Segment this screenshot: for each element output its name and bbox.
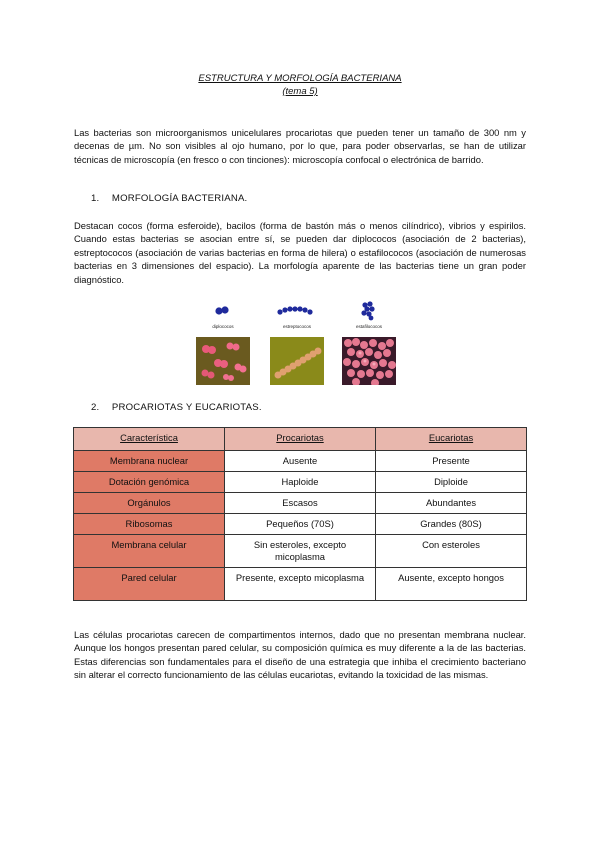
staphylococcus-icon: [342, 300, 396, 322]
diplococcus-icon: [196, 300, 250, 322]
document-subtitle: (tema 5): [282, 86, 318, 97]
row-eucariotas-value: Ausente, excepto hongos: [376, 568, 527, 601]
row-procariotas-value: Ausente: [225, 451, 376, 472]
table-row: [74, 493, 527, 514]
estreptococos-photo-icon: [270, 337, 324, 385]
table-row: [74, 514, 527, 535]
row-procariotas-value: Sin esteroles, excepto micoplasma: [225, 535, 376, 568]
figure-diplococos: [196, 300, 250, 385]
estafilococos-micrograph: [342, 337, 396, 385]
figure-label-diplococos: diplococos: [212, 324, 234, 329]
row-eucariotas-value: Con esteroles: [376, 535, 527, 568]
section-1-title: MORFOLOGÍA BACTERIANA.: [111, 193, 248, 204]
streptococcus-illustration: [270, 300, 324, 322]
row-eucariotas-value: Abundantes: [376, 493, 527, 514]
figure-estafilococos: [342, 300, 396, 385]
diplococcus-illustration: [196, 300, 250, 322]
figure-label-estafilococos: estafilococos: [355, 324, 382, 329]
row-procariotas-value: Escasos: [225, 493, 376, 514]
row-procariotas-value: Pequeños (70S): [225, 514, 376, 535]
section-1-paragraph: Destacan cocos (forma esferoide), bacilos (forma de bastón más o menos cilíndrico), vibrios y espirilos. Cuando estas bacterias se asocian entre sí, se pueden dar diplococos (asociación de 2 bacterias), estreptococos (asociación de varias bacterias en forma de hilera) o estafilococos (asociación de numerosas bacterias en 3 dimensiones del espacio). La morfología aparente de las bacterias tiene un gran poder diagnóstico.: [74, 220, 526, 285]
staphylococcus-illustration: [342, 300, 396, 322]
intro-paragraph: Las bacterias son microorganismos unicelulares procariotas que pueden tener un tamaño de 300 nm y decenas de µm. No son visibles al ojo humano, por lo que, para poder observarlas, se han de utilizar técnicas de microscopía (en fresco o con tinciones): microscopía confocal o electrónica de barrido.: [74, 127, 526, 165]
row-feature: Dotación genómica: [74, 472, 225, 493]
table-row: [74, 535, 527, 568]
estreptococos-micrograph: [270, 337, 324, 385]
section-2-number: 2.: [91, 402, 100, 413]
row-procariotas-value: Presente, excepto micoplasma: [225, 568, 376, 601]
header-eucariotas: Eucariotas: [376, 428, 527, 451]
title-block: [0, 72, 600, 98]
diplococos-photo-icon: [196, 337, 250, 385]
figure-label-estreptococos: estreptococos: [282, 324, 311, 329]
document-title: ESTRUCTURA Y MORFOLOGÍA BACTERIANA: [198, 73, 402, 84]
row-feature: Pared celular: [74, 568, 225, 601]
closing-paragraph: Las células procariotas carecen de compartimentos internos, dado que no presentan membrana nuclear. Aunque los hongos presentan pared celular, su composición química es muy diferente a la de las bacterias. Estas diferencias son fundamentales para el diseño de una estrategia que inhiba el crecimiento bacteriano sin alterar el correcto funcionamiento de las células eucariotas, evitando la toxicidad de las mismas.: [74, 629, 526, 681]
row-feature: Membrana nuclear: [74, 451, 225, 472]
table-row: [74, 568, 527, 601]
diplococos-micrograph: [196, 337, 250, 385]
streptococcus-icon: [270, 300, 324, 322]
row-eucariotas-value: Presente: [376, 451, 527, 472]
row-procariotas-value: Haploide: [225, 472, 376, 493]
row-eucariotas-value: Grandes (80S): [376, 514, 527, 535]
table-row: [74, 472, 527, 493]
row-feature: Ribosomas: [74, 514, 225, 535]
table-row: [74, 451, 527, 472]
section-2-heading: [91, 402, 262, 413]
header-procariotas: Procariotas: [225, 428, 376, 451]
comparison-table: [73, 427, 527, 601]
row-eucariotas-value: Diploide: [376, 472, 527, 493]
estafilococos-photo-icon: [342, 337, 396, 385]
table-header-row: [74, 428, 527, 451]
header-caracteristica: Característica: [74, 428, 225, 451]
section-1-number: 1.: [91, 193, 100, 204]
section-1-heading: [91, 193, 247, 204]
row-feature: Orgánulos: [74, 493, 225, 514]
figure-estreptococos: [270, 300, 324, 385]
morphology-figure: [196, 300, 406, 390]
section-2-title: PROCARIOTAS Y EUCARIOTAS.: [111, 402, 262, 413]
row-feature: Membrana celular: [74, 535, 225, 568]
